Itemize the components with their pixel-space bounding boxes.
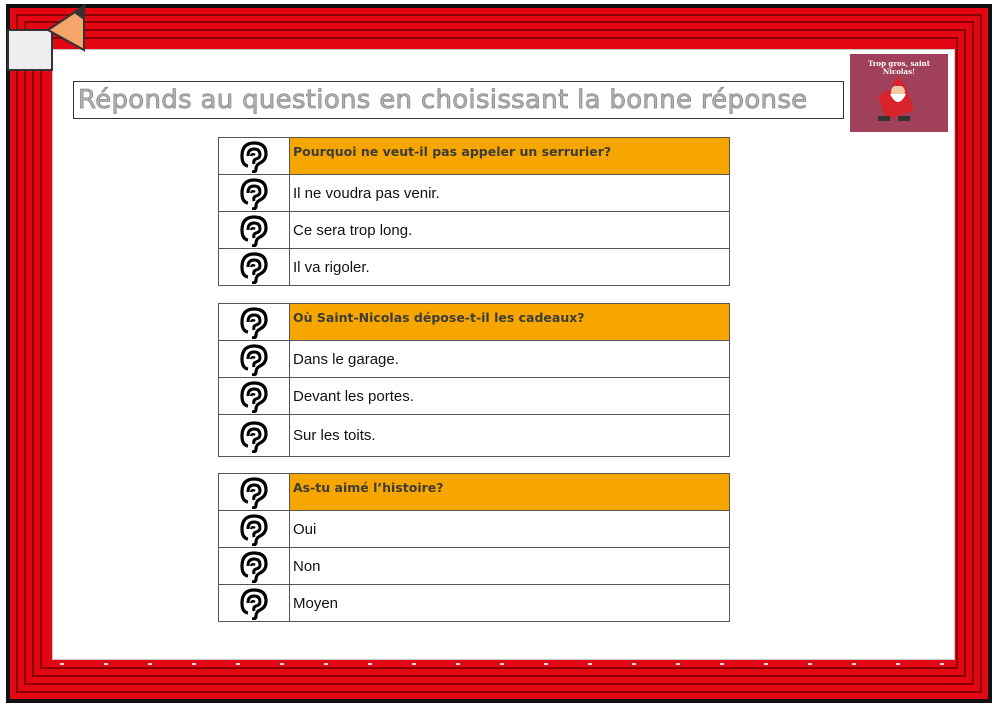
listen-cell[interactable] bbox=[219, 474, 290, 511]
answer-text[interactable]: Moyen bbox=[290, 585, 730, 622]
pencil-tip-icon bbox=[0, 0, 90, 80]
listen-cell[interactable] bbox=[219, 304, 290, 341]
ear-icon[interactable] bbox=[239, 586, 269, 620]
listen-cell[interactable] bbox=[219, 511, 290, 548]
book-cover-title: Trop gros, saint Nicolas! bbox=[868, 59, 930, 76]
quiz-table-3 bbox=[218, 473, 730, 622]
listen-cell[interactable] bbox=[219, 585, 290, 622]
listen-cell[interactable] bbox=[219, 175, 290, 212]
question-text: Pourquoi ne veut-il pas appeler un serrurier? bbox=[290, 138, 730, 175]
answer-row[interactable] bbox=[219, 249, 730, 286]
quiz-table-2 bbox=[218, 303, 730, 457]
answer-row[interactable] bbox=[219, 378, 730, 415]
quiz-table-1 bbox=[218, 137, 730, 286]
listen-cell[interactable] bbox=[219, 249, 290, 286]
instruction-box bbox=[73, 81, 844, 119]
answer-text[interactable]: Sur les toits. bbox=[290, 415, 730, 457]
ear-icon[interactable] bbox=[239, 250, 269, 284]
listen-cell[interactable] bbox=[219, 212, 290, 249]
saint-nicolas-illustration bbox=[868, 76, 930, 130]
ear-icon[interactable] bbox=[239, 379, 269, 413]
answer-text[interactable]: Oui bbox=[290, 511, 730, 548]
question-row bbox=[219, 138, 730, 175]
ear-icon[interactable] bbox=[239, 139, 269, 173]
ear-icon[interactable] bbox=[239, 176, 269, 210]
question-row bbox=[219, 474, 730, 511]
answer-text[interactable]: Devant les portes. bbox=[290, 378, 730, 415]
answer-row[interactable] bbox=[219, 415, 730, 457]
ear-icon[interactable] bbox=[239, 213, 269, 247]
ear-icon[interactable] bbox=[239, 419, 269, 453]
answer-text[interactable]: Dans le garage. bbox=[290, 341, 730, 378]
answer-row[interactable] bbox=[219, 511, 730, 548]
listen-cell[interactable] bbox=[219, 378, 290, 415]
ear-icon[interactable] bbox=[239, 305, 269, 339]
question-row bbox=[219, 304, 730, 341]
question-text: Où Saint-Nicolas dépose-t-il les cadeaux? bbox=[290, 304, 730, 341]
answer-text[interactable]: Il ne voudra pas venir. bbox=[290, 175, 730, 212]
answer-row[interactable] bbox=[219, 548, 730, 585]
listen-cell[interactable] bbox=[219, 415, 290, 457]
answer-row[interactable] bbox=[219, 212, 730, 249]
ear-icon[interactable] bbox=[239, 549, 269, 583]
book-cover-image bbox=[850, 54, 948, 132]
ear-icon[interactable] bbox=[239, 342, 269, 376]
listen-cell[interactable] bbox=[219, 341, 290, 378]
answer-text[interactable]: Ce sera trop long. bbox=[290, 212, 730, 249]
listen-cell[interactable] bbox=[219, 138, 290, 175]
answer-row[interactable] bbox=[219, 341, 730, 378]
answer-text[interactable]: Il va rigoler. bbox=[290, 249, 730, 286]
answer-row[interactable] bbox=[219, 175, 730, 212]
answer-row[interactable] bbox=[219, 585, 730, 622]
listen-cell[interactable] bbox=[219, 548, 290, 585]
ear-icon[interactable] bbox=[239, 512, 269, 546]
question-text: As-tu aimé l’histoire? bbox=[290, 474, 730, 511]
instruction-title: Réponds au questions en choisissant la bonne réponse bbox=[78, 85, 808, 115]
answer-text[interactable]: Non bbox=[290, 548, 730, 585]
ear-icon[interactable] bbox=[239, 475, 269, 509]
